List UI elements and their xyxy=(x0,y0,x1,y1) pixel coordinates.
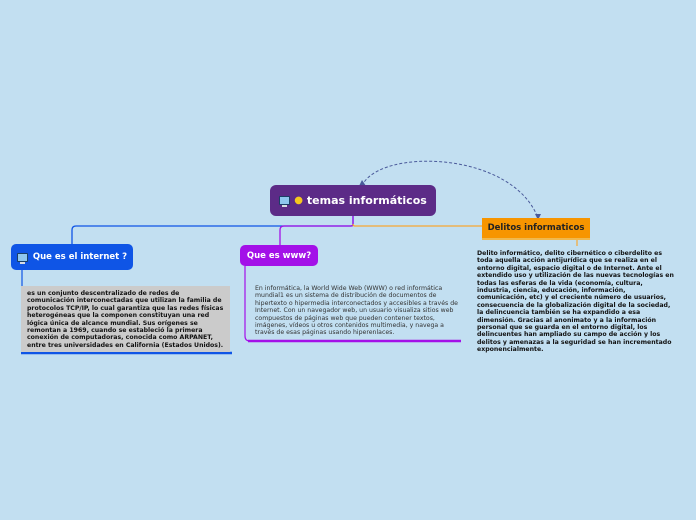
internet-description[interactable] xyxy=(21,286,230,352)
connector-www-detail xyxy=(245,266,252,341)
topic-delitos-label: Delitos informaticos xyxy=(487,223,585,233)
topic-www[interactable] xyxy=(240,245,318,266)
connector-internet xyxy=(72,216,353,244)
www-description[interactable] xyxy=(255,285,460,337)
internet-description-text: es un conjunto descentralizado de redes de comunicación interconectadas que utilizan la familia de protocolos TCP/IP, lo cual garantiza que las redes físicas heterogéneas que la componen constituyan una red lógica única de alcance mundial. Sus orígenes se remontan a 1969, cuando se estableció la primera conexión de computadoras, conocida como ARPANET, entre tres universidades en California (Estados Unidos). xyxy=(27,290,224,349)
monitor-icon xyxy=(17,253,28,262)
central-topic[interactable] xyxy=(270,185,436,216)
lightbulb-icon: ● xyxy=(294,194,303,206)
topic-delitos[interactable] xyxy=(482,218,590,240)
topic-internet[interactable] xyxy=(11,244,133,270)
central-topic-label: temas informáticos xyxy=(306,194,427,207)
delitos-description[interactable] xyxy=(477,250,677,354)
connector-www xyxy=(280,216,353,245)
topic-www-label: Que es www? xyxy=(246,250,312,261)
monitor-icon xyxy=(279,196,290,205)
www-description-text: En informática, la World Wide Web (WWW) o red informática mundial1 es un sistema de distribución de documentos de hipertexto o hipermedia interconectados y accesibles a través de Internet. Con un navegador web, un usuario visualiza sitios web compuestos de páginas web que pueden contener textos, imágenes, vídeos u otros contenidos multimedia, y navega a través de esas páginas usando hiperenlaces. xyxy=(255,285,458,337)
topic-internet-label: Que es el internet ? xyxy=(32,252,128,262)
delitos-description-text: Delito informático, delito cibernético o ciberdelito es toda aquella acción antijurídica que se realiza en el entorno digital, espacio digital o de Internet. Ante el extendido uso y utilización de las nuevas tecnologías en todas las esferas de la vida (economía, cultura, industria, ciencia, educación, información, comunicación, etc) y el creciente número de usuarios, consecuencia de la globalización digital de la sociedad, la delincuencia también se ha expandido a esa dimensión. Gracias al anonimato y a la información personal que se guarda en el entorno digital, los delincuentes han ampliado su campo de acción y los delitos y amenazas a la seguridad se han incrementado exponencialmente. xyxy=(477,250,674,354)
